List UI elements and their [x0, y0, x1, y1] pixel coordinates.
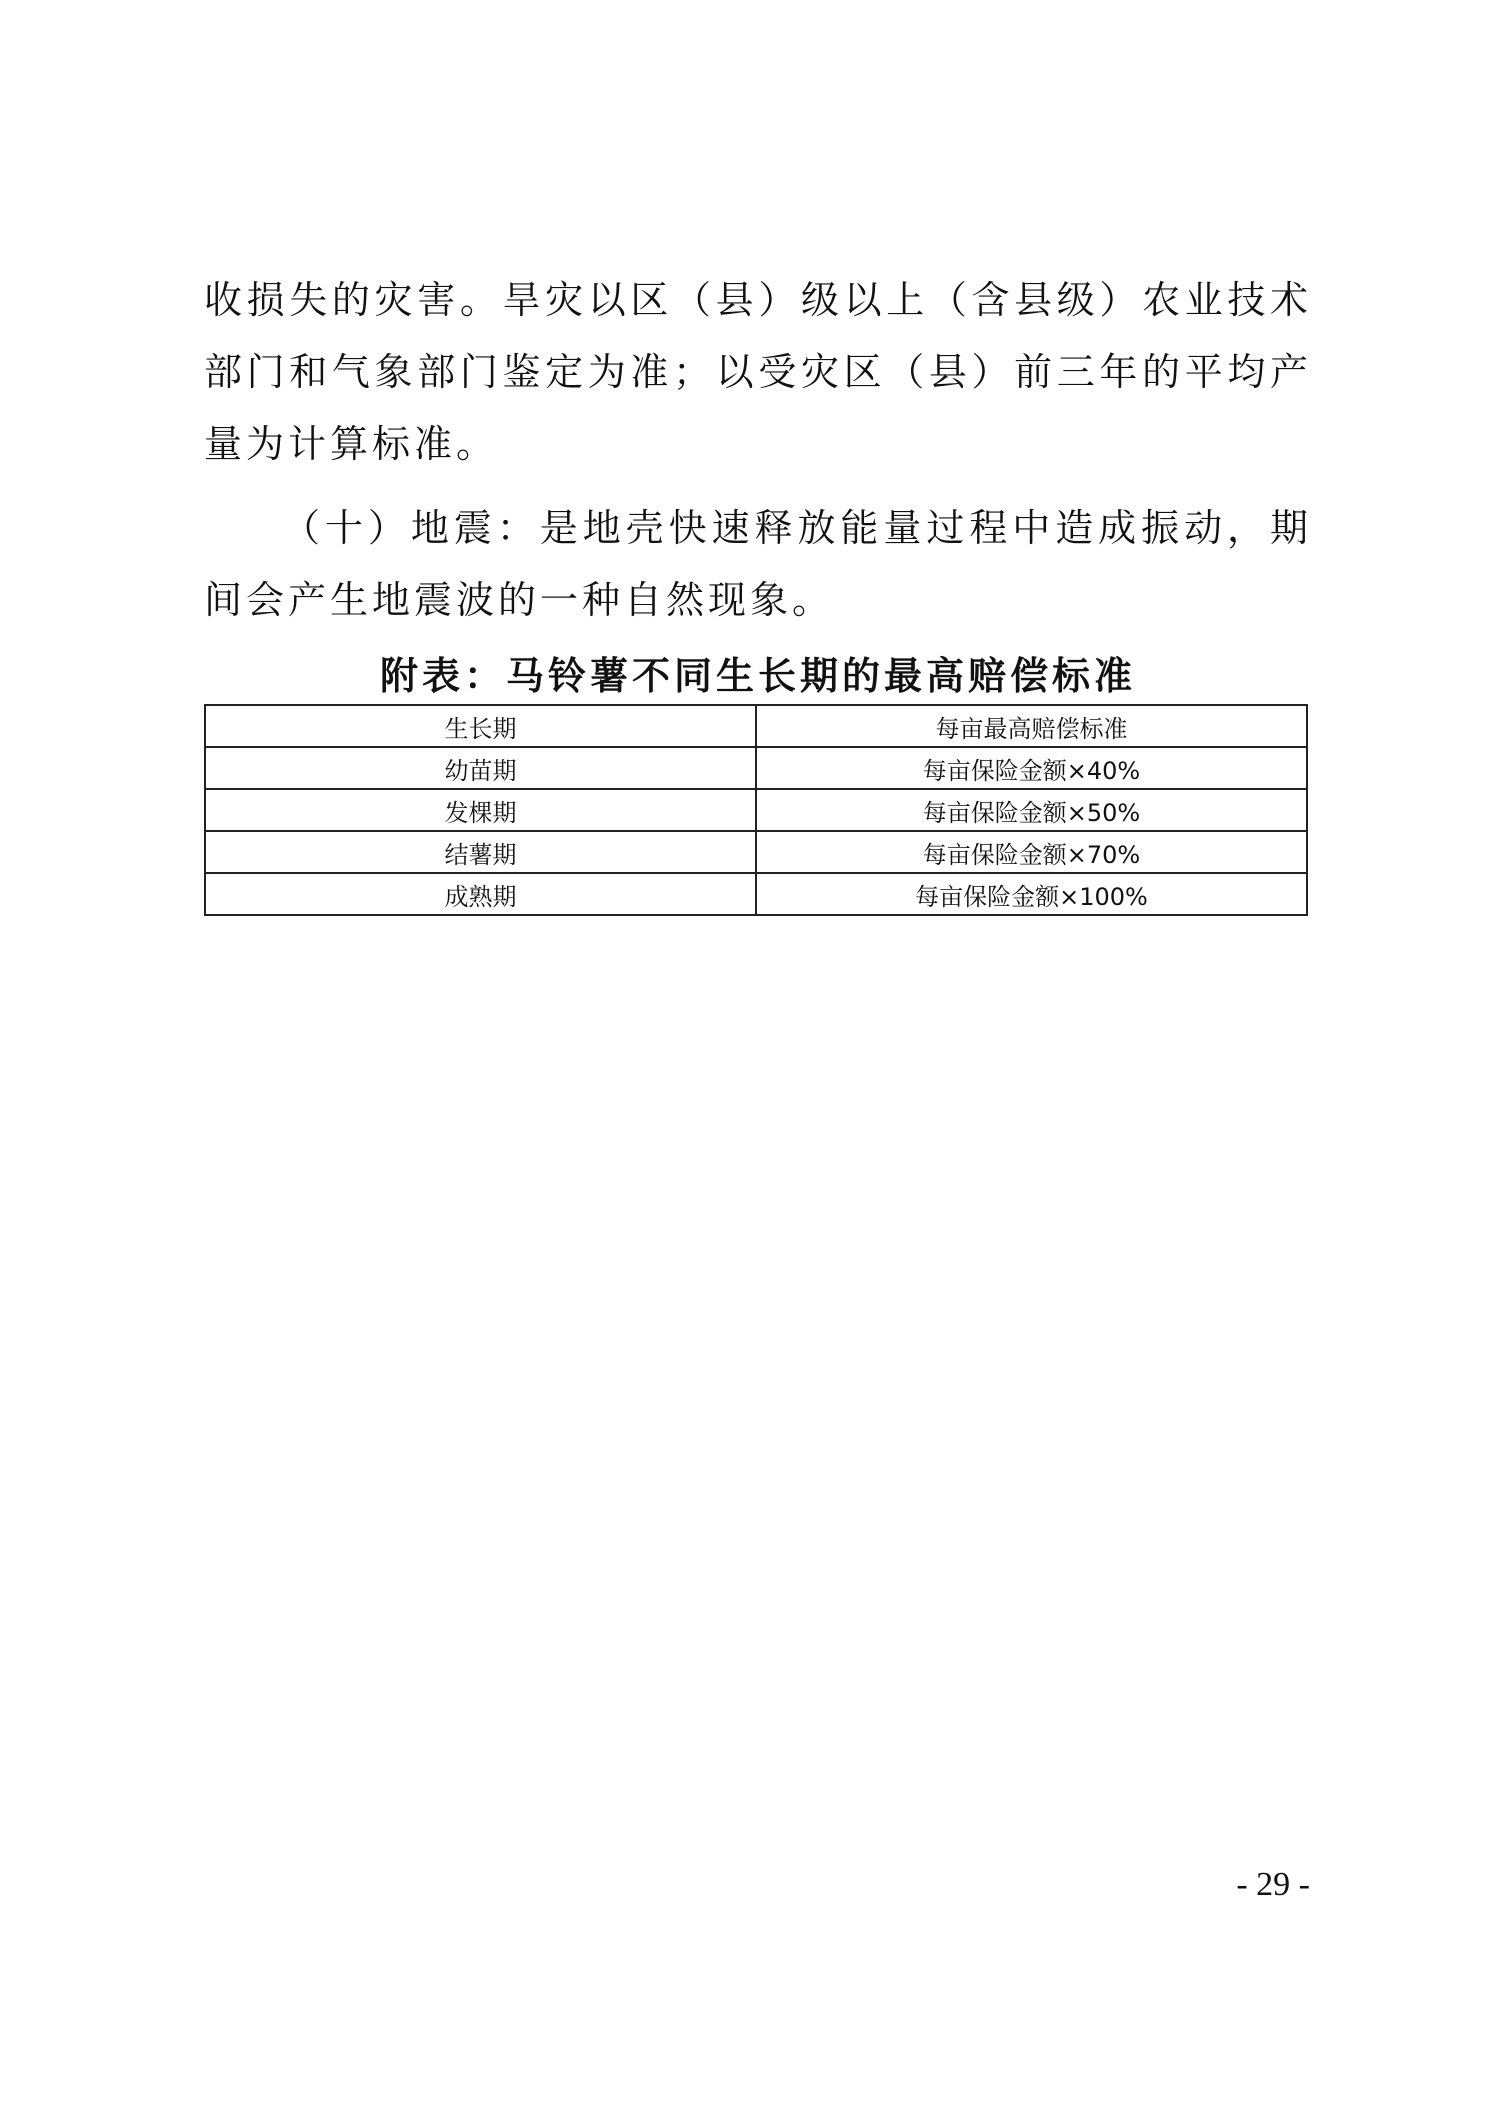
cell-growth-stage: 成熟期	[205, 873, 756, 915]
table-row	[205, 789, 1307, 831]
cell-growth-stage: 结薯期	[205, 831, 756, 873]
cell-max-compensation: 每亩保险金额×100%	[756, 873, 1307, 915]
table-title: 附表：马铃薯不同生长期的最高赔偿标准	[379, 653, 1136, 698]
table-row	[205, 831, 1307, 873]
header-growth-stage: 生长期	[205, 705, 756, 747]
cell-max-compensation: 每亩保险金额×70%	[756, 831, 1307, 873]
cell-growth-stage: 幼苗期	[205, 747, 756, 789]
compensation-table	[204, 704, 1308, 916]
cell-max-compensation: 每亩保险金额×40%	[756, 747, 1307, 789]
header-max-compensation: 每亩最高赔偿标准	[756, 705, 1307, 747]
body-paragraph-2: （十）地震：是地壳快速释放能量过程中造成振动，期间会产生地震波的一种自然现象。	[204, 506, 1312, 622]
page-number: - 29 -	[1236, 1866, 1310, 1903]
table-row	[205, 873, 1307, 915]
cell-max-compensation: 每亩保险金额×50%	[756, 789, 1307, 831]
body-paragraph-1: 收损失的灾害。旱灾以区（县）级以上（含县级）农业技术部门和气象部门鉴定为准；以受灾区（县）前三年的平均产量为计算标准。	[204, 278, 1312, 466]
table-row	[205, 747, 1307, 789]
cell-growth-stage: 发棵期	[205, 789, 756, 831]
table-header-row	[205, 705, 1307, 747]
